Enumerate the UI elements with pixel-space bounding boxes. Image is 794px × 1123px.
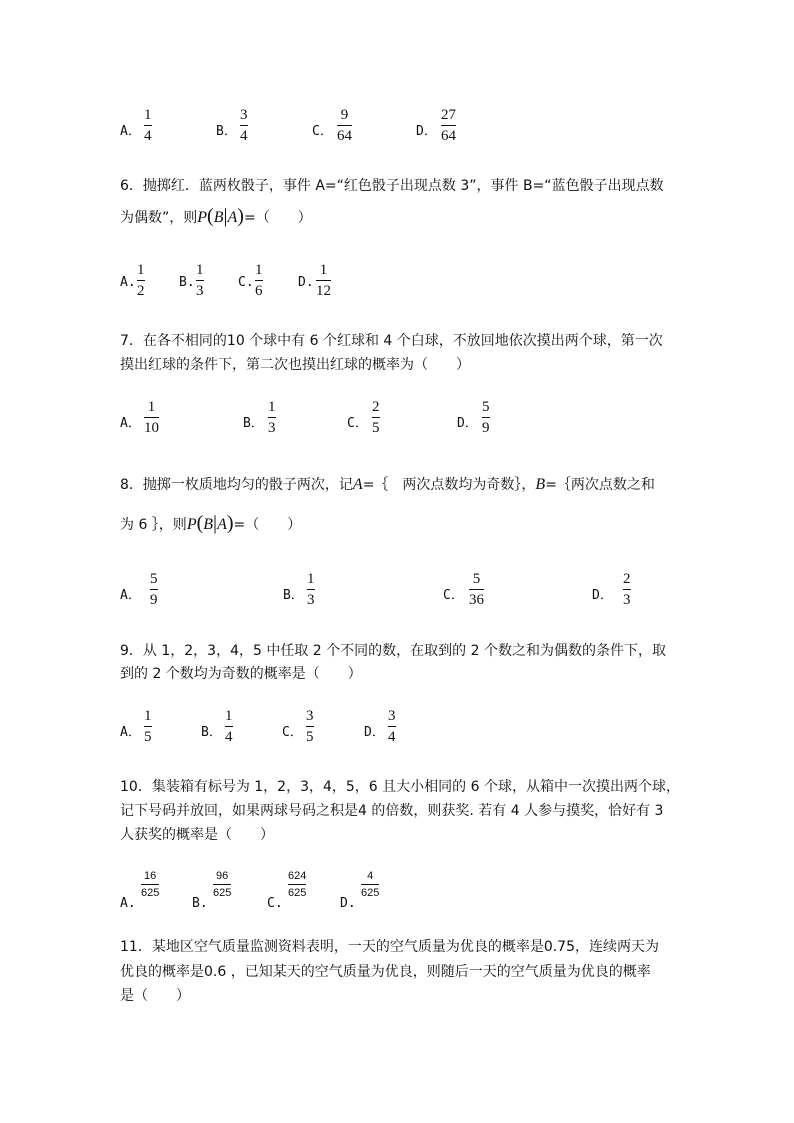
q10-option-c-fraction: 624 625 <box>288 870 307 899</box>
q8-option-d-fraction: 2 3 <box>623 571 631 608</box>
q11-text-line3: 是（ ） <box>120 988 190 1004</box>
q9-option-b-fraction: 1 4 <box>225 708 233 745</box>
q5-option-b-fraction: 3 4 <box>240 107 248 144</box>
q8-option-c-label: C． <box>443 588 464 603</box>
q5-option-a-fraction: 1 4 <box>144 107 152 144</box>
q10-option-a-label: A. <box>120 896 136 911</box>
q7-option-c-fraction: 2 5 <box>372 399 380 436</box>
q8-option-d-label: D． <box>592 588 613 603</box>
q7-option-d-fraction: 5 9 <box>482 399 490 436</box>
q6-option-b-label: B. <box>179 275 195 290</box>
q5-option-c-fraction: 9 64 <box>337 107 352 144</box>
q8-option-b-fraction: 1 3 <box>307 571 315 608</box>
q6-option-a-fraction: 1 2 <box>137 262 145 299</box>
q8-option-a-label: A． <box>120 588 141 603</box>
q8-option-b-label: B． <box>283 588 304 603</box>
q9-option-a-label: A． <box>120 725 141 740</box>
q7-text-line2: 摸出红球的条件下，第二次也摸出红球的概率为（ ） <box>120 357 470 373</box>
q10-option-a-fraction: 16 625 <box>141 870 160 899</box>
q8-text-line2: 为 6 ｝，则P(B|A)=（ ） <box>120 512 302 534</box>
q8-text-line1: 8．抛掷一枚质地均匀的骰子两次，记A=｛ 两次点数均为奇数｝，B=｛两次点数之和 <box>120 476 655 493</box>
q9-text-line2: 到的 2 个数均为奇数的概率是（ ） <box>120 666 362 682</box>
q9-option-a-fraction: 1 5 <box>144 708 152 745</box>
q10-text-line1: 10．集装箱有标号为 1，2，3，4，5，6 且大小相同的 6 个球，从箱中一次摸出两个球， <box>120 779 680 795</box>
q9-option-b-label: B． <box>201 725 222 740</box>
q9-option-c-label: C． <box>282 725 303 740</box>
q10-option-c-label: C. <box>267 896 283 911</box>
q11-text-line2: 优良的概率是0.6 ，已知某天的空气质量为优良，则随后一天的空气质量为优良的概率 <box>120 964 651 980</box>
q7-option-a-label: A． <box>120 416 141 431</box>
q7-option-d-label: D． <box>457 416 478 431</box>
q5-option-b-label: B． <box>216 124 237 139</box>
q9-option-c-fraction: 3 5 <box>306 708 314 745</box>
q10-option-b-label: B. <box>192 896 208 911</box>
q11-text-line1: 11．某地区空气质量监测资料表明，一天的空气质量为优良的概率是0.75，连续两天为 <box>120 939 659 955</box>
q8-option-a-fraction: 5 9 <box>150 571 158 608</box>
q10-text-line3: 人获奖的概率是（ ） <box>120 827 274 843</box>
q6-option-c-label: C. <box>238 275 254 290</box>
q9-option-d-fraction: 3 4 <box>388 708 396 745</box>
q7-option-b-label: B． <box>243 416 264 431</box>
q9-option-d-label: D． <box>364 725 385 740</box>
q10-text-line2: 记下号码并放回，如果两球号码之积是4 的倍数，则获奖. 若有 4 人参与摸奖，恰好有 3 <box>120 803 664 819</box>
q5-option-d-fraction: 27 64 <box>441 107 456 144</box>
q7-text-line1: 7．在各不相同的10 个球中有 6 个红球和 4 个白球，不放回地依次摸出两个球，第一次 <box>120 333 663 349</box>
q6-option-d-fraction: 1 12 <box>316 262 331 299</box>
q10-option-b-fraction: 96 625 <box>213 870 232 899</box>
q6-option-a-label: A. <box>120 275 136 290</box>
q6-option-c-fraction: 1 6 <box>255 262 263 299</box>
q7-option-a-fraction: 1 10 <box>144 399 159 436</box>
q6-option-d-label: D. <box>298 275 314 290</box>
q6-option-b-fraction: 1 3 <box>196 262 204 299</box>
q6-text-line2: 为偶数”，则P(B|A)=（ ） <box>120 205 312 227</box>
q10-option-d-label: D. <box>340 896 356 911</box>
q6-text-line1: 6．抛掷红．蓝两枚骰子，事件 A=“红色骰子出现点数 3”，事件 B=“蓝色骰子出现点数 <box>120 178 664 194</box>
q7-option-c-label: C． <box>347 416 368 431</box>
q5-option-a-label: A． <box>120 124 141 139</box>
q9-text-line1: 9．从 1，2，3，4，5 中任取 2 个不同的数，在取到的 2 个数之和为偶数的条件下，取 <box>120 643 666 659</box>
q7-option-b-fraction: 1 3 <box>268 399 276 436</box>
q10-option-d-fraction: 4 625 <box>361 870 380 899</box>
q5-option-c-label: C． <box>312 124 333 139</box>
q5-option-d-label: D． <box>416 124 437 139</box>
q8-option-c-fraction: 5 36 <box>469 571 484 608</box>
